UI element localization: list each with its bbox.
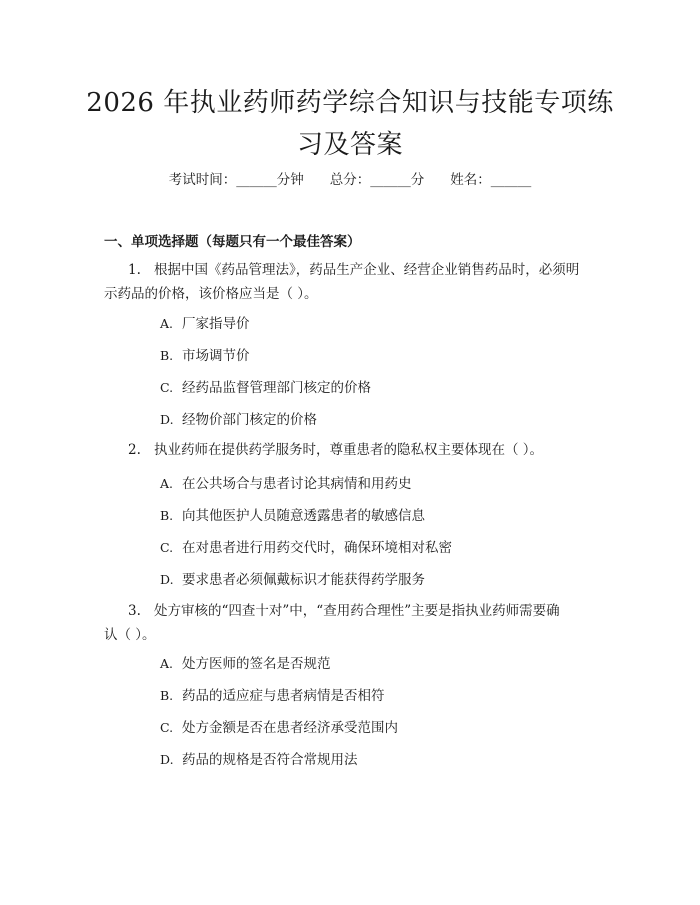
option-3d: D. 药品的规格是否符合常规用法: [160, 752, 358, 768]
option-3b: B. 药品的适应症与患者病情是否相符: [160, 688, 385, 704]
question-text-line-2: 认（ ）。: [104, 627, 156, 643]
question-text-line-2: 示药品的价格，该价格应当是（ ）。: [104, 286, 318, 302]
option-1c: C. 经药品监督管理部门核定的价格: [160, 380, 371, 396]
name-field: 姓名：______: [450, 172, 532, 188]
option-2d: D. 要求患者必须佩戴标识才能获得药学服务: [160, 572, 425, 588]
option-2a: A. 在公共场合与患者讨论其病情和用药史: [160, 476, 412, 492]
question-text-line-1: 执业药师在提供药学服务时，尊重患者的隐私权主要体现在（ ）。: [154, 442, 544, 458]
question-text-line-1: 根据中国《药品管理法》，药品生产企业、经营企业销售药品时，必须明: [154, 262, 580, 278]
option-3c: C. 处方金额是否在患者经济承受范围内: [160, 720, 398, 736]
question-number: 2.: [128, 442, 141, 458]
option-1d: D. 经物价部门核定的价格: [160, 412, 317, 428]
section-heading: 一、单项选择题（每题只有一个最佳答案）: [104, 234, 361, 250]
question-text-line-1: 处方审核的“四查十对”中，“查用药合理性”主要是指执业药师需要确: [154, 603, 560, 619]
option-1b: B. 市场调节价: [160, 348, 250, 364]
option-3a: A. 处方医师的签名是否规范: [160, 656, 331, 672]
question-3: [104, 599, 604, 647]
question-1: [104, 258, 604, 306]
title-line-2: 习及答案: [296, 130, 403, 160]
question-number: 3.: [128, 603, 141, 619]
exam-info-line: [0, 168, 700, 188]
exam-time-field: 考试时间：______分钟: [168, 172, 304, 188]
option-2b: B. 向其他医护人员随意透露患者的敏感信息: [160, 508, 425, 524]
question-2: [104, 438, 604, 462]
question-number: 1.: [128, 262, 141, 278]
option-1a: A. 厂家指导价: [160, 316, 250, 332]
option-2c: C. 在对患者进行用药交代时，确保环境相对私密: [160, 540, 452, 556]
document-title: [70, 82, 630, 166]
total-score-field: 总分：______分: [329, 172, 425, 188]
title-line-1: 2026 年执业药师药学综合知识与技能专项练: [86, 88, 614, 118]
